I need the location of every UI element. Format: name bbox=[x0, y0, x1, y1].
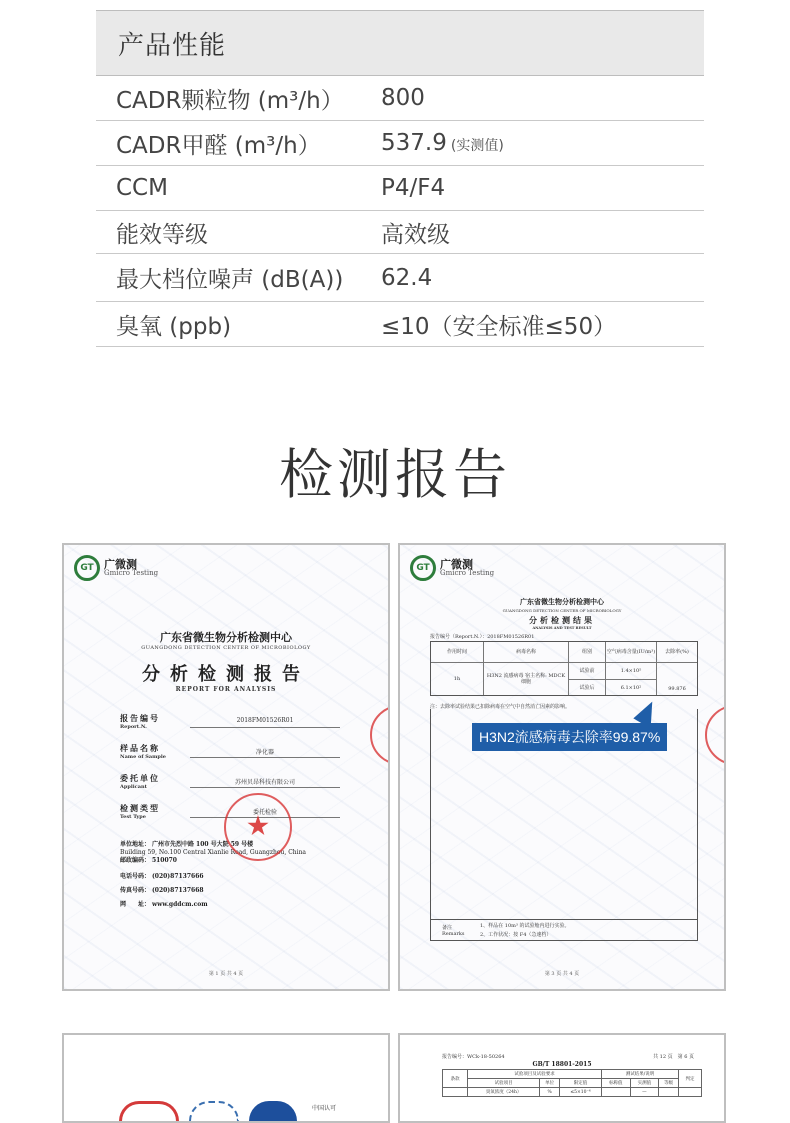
table-cell: H3N2 流感病毒 宿主名称: MDCK 细胞 bbox=[484, 663, 569, 695]
report-card-cover[interactable] bbox=[62, 543, 390, 991]
field-label: 检测类型 bbox=[120, 803, 160, 813]
accreditation-mark-icon bbox=[189, 1101, 239, 1121]
org-name: 广东省微生物分析检测中心 bbox=[160, 631, 292, 644]
table-header-cell: 条款 bbox=[443, 1070, 468, 1088]
table-header-cell: 试验项目及试验要求 bbox=[468, 1070, 602, 1079]
field-label: 报告编号 bbox=[120, 713, 160, 723]
table-header-cell: 组别 bbox=[569, 642, 606, 662]
cnas-mark-icon bbox=[249, 1101, 297, 1121]
spec-value bbox=[381, 130, 704, 156]
org-name-en: GUANGDONG DETECTION CENTER OF MICROBIOLOGY bbox=[141, 645, 311, 651]
field-underline bbox=[190, 757, 340, 758]
field-label-en: Name of Sample bbox=[120, 754, 166, 760]
spec-table-top-border bbox=[96, 0, 704, 11]
cert-text: 中国认可 bbox=[312, 1105, 337, 1112]
table-header-cell: 去除率(%) bbox=[665, 649, 689, 655]
spec-value: 62.4 bbox=[381, 264, 433, 291]
table-header-cell: 标称值 bbox=[602, 1079, 631, 1088]
org-name: 广东省微生物分析检测中心 bbox=[520, 597, 604, 606]
spec-key: CCM bbox=[116, 175, 168, 201]
cma-mark-icon bbox=[119, 1101, 179, 1121]
table-cell: 试验前 bbox=[569, 663, 605, 680]
logo-en: Gmicro Testing bbox=[104, 569, 159, 577]
field-applicant bbox=[120, 773, 340, 801]
field-value: 净化器 bbox=[255, 749, 274, 756]
table-row bbox=[443, 1088, 702, 1097]
web-label: 网 址： bbox=[120, 901, 151, 908]
gt-logo-icon: GT bbox=[410, 555, 436, 581]
spec-row bbox=[96, 211, 704, 254]
table-header-cell: 单位 bbox=[540, 1079, 560, 1088]
tel-value: (020)87137666 bbox=[151, 873, 204, 880]
table-row bbox=[431, 663, 697, 695]
gt-logo-icon: GT bbox=[74, 555, 100, 581]
postcode-value: 510070 bbox=[151, 857, 177, 864]
table-cell: 试验后 bbox=[579, 684, 595, 691]
field-label: 委托单位 bbox=[120, 773, 160, 783]
field-value: 委托检验 bbox=[252, 809, 277, 816]
table-header-cell: 病毒名称 bbox=[484, 642, 569, 662]
spec-key: 臭氧 (ppb) bbox=[116, 313, 232, 340]
gmicro-logo bbox=[74, 555, 158, 581]
spec-row bbox=[96, 121, 704, 166]
table-header-cell: 试验项目 bbox=[468, 1079, 540, 1088]
spec-value-text: 537.9 bbox=[381, 130, 447, 156]
table-cell bbox=[602, 1088, 631, 1097]
spec-row bbox=[96, 254, 704, 302]
table-subheader-row bbox=[443, 1079, 702, 1088]
web-value: www.gddcm.com bbox=[151, 901, 208, 908]
table-cell-group bbox=[569, 663, 606, 695]
spec-table-title: 产品性能 bbox=[118, 30, 227, 61]
spec-value-note: (实测值) bbox=[450, 138, 504, 154]
spec-value: 800 bbox=[381, 85, 425, 111]
results-table bbox=[430, 641, 698, 696]
page-count: 共 12 页 第 6 页 bbox=[653, 1054, 694, 1060]
field-label-en: Report.N. bbox=[120, 724, 147, 730]
field-value: 2018FM01526R01 bbox=[236, 717, 294, 724]
field-sample-name bbox=[120, 743, 340, 771]
spec-row bbox=[96, 166, 704, 211]
table-cell: 6.1×10² bbox=[620, 684, 642, 691]
page-number: 第 3 页 共 4 页 bbox=[544, 971, 580, 977]
fax-label: 传真号码： bbox=[120, 887, 151, 894]
section-title: 检测报告 bbox=[279, 443, 511, 506]
table-cell: 1.4×10⁵ bbox=[606, 663, 656, 680]
spec-key: 最大档位噪声 (dB(A)) bbox=[116, 267, 344, 293]
spec-key: CADR甲醛 (m³/h） bbox=[116, 132, 321, 159]
address-value: 广州市先烈中路 100 号大院 59 号楼 bbox=[151, 841, 254, 848]
remarks-label: 备注 Remarks bbox=[442, 925, 465, 937]
field-underline bbox=[190, 727, 340, 728]
table-header-cell: 等级 bbox=[659, 1079, 679, 1088]
standard-table bbox=[442, 1069, 702, 1097]
table-cell-removal-rate: 99.876 bbox=[668, 686, 686, 692]
postcode-label: 邮政编码： bbox=[120, 857, 151, 864]
standard-title: GB/T 18801-2015 bbox=[532, 1061, 592, 1068]
table-header-cell: 空气病毒含量(IU/m³) bbox=[606, 642, 657, 662]
report-title: 分析检测报告 bbox=[142, 664, 310, 685]
table-header-cell: 限定值 bbox=[559, 1079, 601, 1088]
spec-value: P4/F4 bbox=[381, 175, 446, 201]
field-label: 样品名称 bbox=[120, 743, 160, 753]
table-note: 注：去除率试验结果已扣除病毒在空气中自然消亡因素的影响。 bbox=[430, 704, 571, 710]
table-header-cell: 测试结果/说明 bbox=[602, 1070, 679, 1079]
report-card-results[interactable] bbox=[398, 543, 726, 991]
spec-value: 高效级 bbox=[381, 221, 450, 248]
fax-value: (020)87137668 bbox=[151, 887, 204, 894]
table-cell: ≤5×10⁻⁶ bbox=[559, 1088, 601, 1097]
table-cell: — bbox=[630, 1088, 659, 1097]
table-cell bbox=[659, 1088, 679, 1097]
spec-row bbox=[96, 76, 704, 121]
address-en: Building 59, No.100 Central Xianlie Road, Guangzhou, China bbox=[120, 849, 307, 856]
table-cell: % bbox=[540, 1088, 560, 1097]
spec-table bbox=[96, 0, 704, 347]
report-title-en: REPORT FOR ANALYSIS bbox=[175, 686, 277, 693]
field-label-en: Test Type bbox=[120, 814, 146, 820]
table-header-row bbox=[431, 642, 697, 663]
tel-label: 电话号码： bbox=[120, 873, 151, 880]
table-cell-group bbox=[606, 663, 657, 695]
table-cell: 臭氧浓度（24h） bbox=[468, 1088, 540, 1097]
org-name-en: GUANGDONG DETECTION CENTER OF MICROBIOLOGY bbox=[502, 608, 622, 613]
table-header-cell: 作用时间 bbox=[431, 642, 484, 662]
table-cell bbox=[443, 1088, 468, 1097]
field-report-no bbox=[120, 713, 340, 741]
table-header-row bbox=[443, 1070, 702, 1079]
spec-value: ≤10（安全标准≤50） bbox=[381, 313, 617, 340]
table-cell: 1h bbox=[431, 663, 484, 695]
logo-cn: 广微测 bbox=[440, 558, 473, 571]
spec-key: 能效等级 bbox=[116, 221, 208, 248]
field-underline bbox=[190, 787, 340, 788]
remark-line: 2、工作状况：按 F4（急速档） bbox=[480, 932, 552, 938]
spec-key: CADR颗粒物 (m³/h） bbox=[116, 87, 344, 114]
gmicro-logo bbox=[410, 555, 494, 581]
remarks bbox=[430, 919, 698, 942]
field-label-en: Applicant bbox=[120, 784, 147, 790]
results-title: 分析检测结果 bbox=[529, 615, 595, 625]
results-title-en: ANALYSIS AND TEST RESULT bbox=[532, 626, 592, 630]
report-card-certificate[interactable] bbox=[62, 1033, 390, 1123]
address-label: 单位地址： bbox=[120, 841, 151, 848]
spec-row bbox=[96, 302, 704, 347]
results-report-no: 报告编号（Report.N.）：2018FM01526R01 bbox=[430, 634, 535, 640]
table-header-cell: 实测值 bbox=[630, 1079, 659, 1088]
table-header-cell: 判定 bbox=[679, 1070, 702, 1088]
page-number: 第 1 页 共 4 页 bbox=[208, 971, 244, 977]
logo-en: Gmicro Testing bbox=[440, 569, 495, 577]
remark-line: 1、样品在 10m³ 的试验舱内进行实验。 bbox=[480, 923, 570, 929]
logo-cn: 广微测 bbox=[104, 558, 137, 571]
spec-table-header bbox=[96, 11, 704, 76]
report-card-standard[interactable] bbox=[398, 1033, 726, 1123]
report-no: 报告编号：WCk-18-50264 bbox=[442, 1054, 505, 1060]
field-value: 苏州贝昂科技有限公司 bbox=[234, 779, 295, 786]
table-cell bbox=[679, 1088, 702, 1097]
callout-removal-rate: H3N2流感病毒去除率99.87% bbox=[472, 723, 667, 751]
